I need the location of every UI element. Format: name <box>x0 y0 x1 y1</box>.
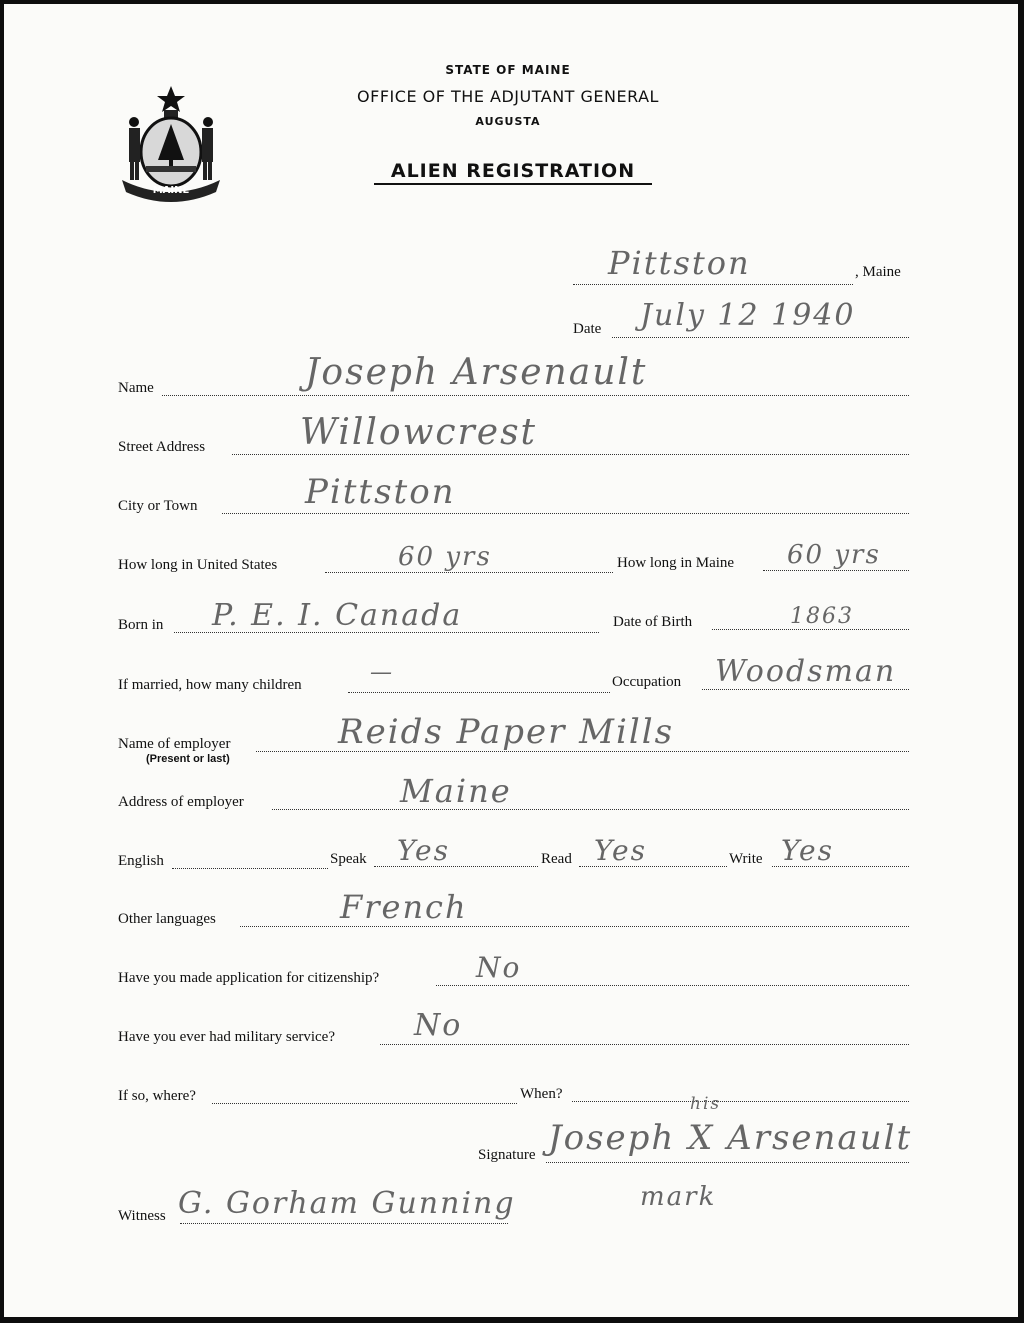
witness-line <box>180 1223 508 1224</box>
date-of-birth-line <box>712 629 909 630</box>
name-label: Name <box>118 380 154 396</box>
date-of-birth-label: Date of Birth <box>613 614 693 630</box>
date-label: Date <box>573 321 602 337</box>
employer-address-label: Address of employer <box>118 794 244 810</box>
maine-label: , Maine <box>855 264 901 280</box>
speak-value: Yes <box>397 834 450 867</box>
other-languages-line <box>240 926 909 927</box>
employer-note: (Present or last) <box>146 753 230 765</box>
born-in-label: Born in <box>118 617 164 633</box>
military-label: Have you ever had military service? <box>118 1029 335 1045</box>
how-long-us-line <box>325 572 613 573</box>
town-line <box>573 284 853 285</box>
occupation-line <box>702 689 909 690</box>
citizenship-label: Have you made application for citizenship? <box>118 970 380 986</box>
if-so-where-label: If so, where? <box>118 1088 196 1104</box>
street-address-line <box>232 454 909 455</box>
military-value: No <box>414 1008 463 1043</box>
occupation-label: Occupation <box>612 674 682 690</box>
employer-address-value: Maine <box>400 772 512 810</box>
date-line <box>612 337 909 338</box>
other-languages-label: Other languages <box>118 911 216 927</box>
read-label: Read <box>541 851 572 867</box>
when-label: When? <box>520 1086 563 1102</box>
witness-label: Witness <box>118 1208 166 1224</box>
if-so-where-line <box>212 1103 517 1104</box>
employer-address-line <box>272 809 909 810</box>
signature-value: Joseph X Arsenault <box>548 1118 913 1158</box>
signature-line <box>546 1162 909 1163</box>
street-address-label: Street Address <box>118 439 206 455</box>
header-state: STATE OF MAINE <box>445 63 571 77</box>
english-line <box>172 868 328 869</box>
write-label: Write <box>729 851 763 867</box>
town-value: Pittston <box>608 244 751 282</box>
citizenship-line <box>436 985 909 986</box>
how-long-us-label: How long in United States <box>118 557 278 573</box>
speak-label: Speak <box>330 851 367 867</box>
name-line <box>162 395 909 396</box>
citizenship-value: No <box>476 951 522 984</box>
city-label: City or Town <box>118 498 198 514</box>
street-address-value: Willowcrest <box>300 412 538 453</box>
read-value: Yes <box>594 834 647 867</box>
signature-mark-note: mark <box>640 1182 717 1212</box>
english-label: English <box>118 853 164 869</box>
children-value: — <box>370 660 394 685</box>
occupation-value: Woodsman <box>715 654 897 689</box>
how-long-maine-line <box>763 570 909 571</box>
children-line <box>348 692 610 693</box>
name-value: Joseph Arsenault <box>305 352 648 393</box>
witness-value: G. Gorham Gunning <box>178 1186 516 1221</box>
employer-value: Reids Paper Mills <box>338 712 675 752</box>
city-value: Pittston <box>305 472 456 512</box>
date-value: July 12 1940 <box>640 298 856 333</box>
how-long-us-value: 60 yrs <box>398 542 492 572</box>
city-line <box>222 513 909 514</box>
header-city: AUGUSTA <box>475 115 541 128</box>
header-office: OFFICE OF THE ADJUTANT GENERAL <box>357 87 659 106</box>
write-value: Yes <box>781 834 834 867</box>
how-long-maine-value: 60 yrs <box>787 540 881 570</box>
military-line <box>380 1044 909 1045</box>
seal-label: MAINE <box>152 185 190 196</box>
other-languages-value: French <box>340 888 468 926</box>
date-of-birth-value: 1863 <box>790 604 854 629</box>
when-line <box>572 1101 909 1102</box>
how-long-maine-label: How long in Maine <box>617 555 735 571</box>
born-in-value: P. E. I. Canada <box>212 598 463 633</box>
employer-label: Name of employer <box>118 736 231 752</box>
children-label: If married, how many children <box>118 677 302 693</box>
signature-label: Signature <box>478 1147 536 1163</box>
signature-his-note: his <box>690 1094 722 1114</box>
form-title: ALIEN REGISTRATION <box>374 160 652 185</box>
